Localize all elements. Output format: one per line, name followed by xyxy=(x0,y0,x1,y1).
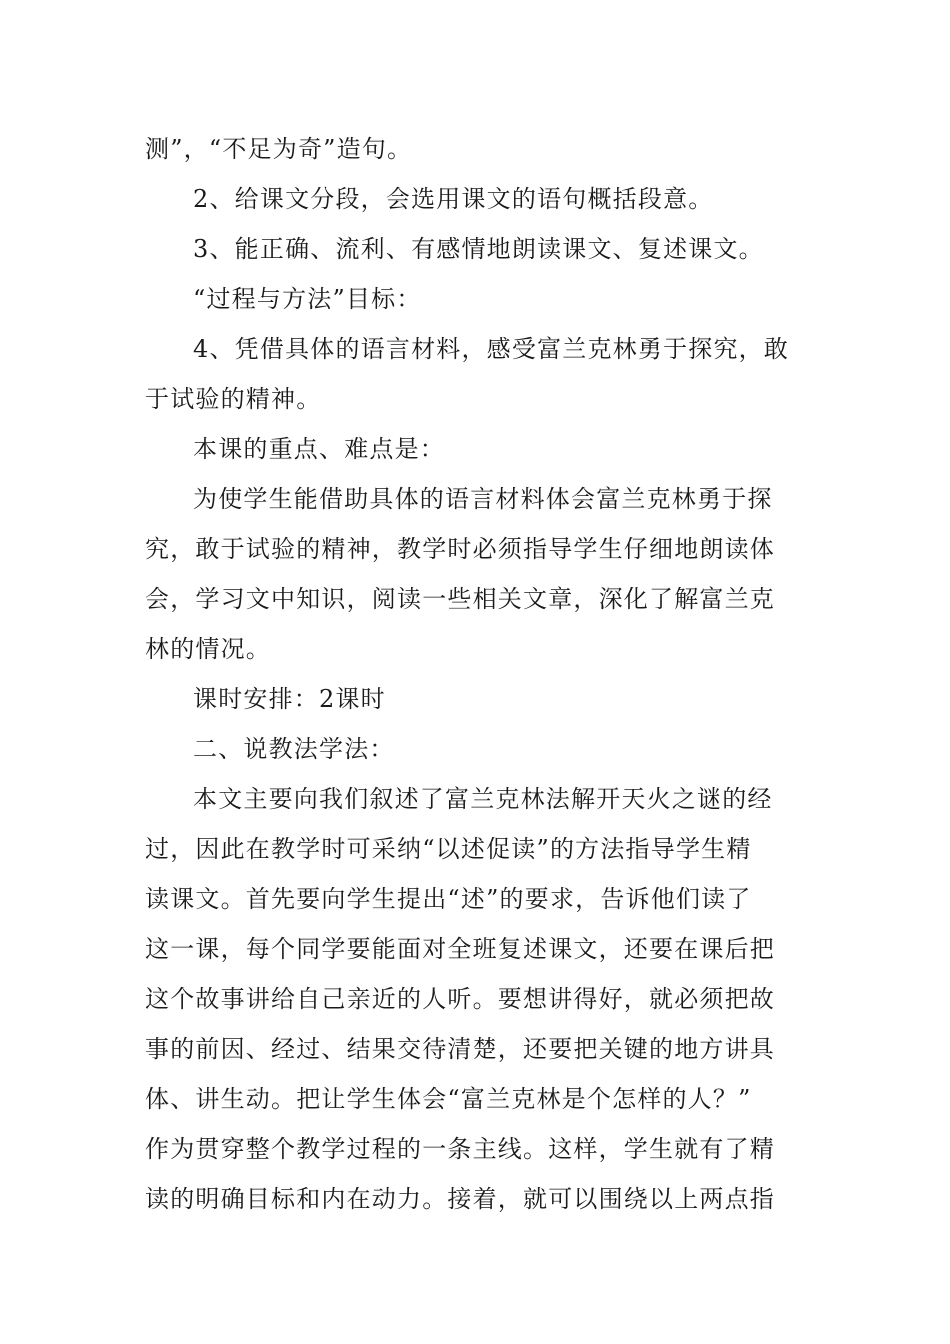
text-line: 读课文。首先要向学生提出“述”的要求，告诉他们读了 xyxy=(145,885,752,913)
text-line: 3、能正确、流利、有感情地朗读课文、复述课文。 xyxy=(193,235,764,263)
text-line: 读的明确目标和内在动力。接着，就可以围绕以上两点指 xyxy=(145,1185,775,1213)
text-line: 测”，“不足为奇”造句。 xyxy=(145,135,413,163)
text-line: 课时安排：2课时 xyxy=(193,685,386,713)
text-line: 作为贯穿整个教学过程的一条主线。这样，学生就有了精 xyxy=(145,1135,775,1163)
text-line: “过程与方法”目标： xyxy=(193,285,422,313)
text-line: 林的情况。 xyxy=(145,635,271,663)
text-line: 2、给课文分段，会选用课文的语句概括段意。 xyxy=(193,185,714,213)
text-line: 体、讲生动。把让学生体会“富兰克林是个怎样的人？” xyxy=(145,1085,752,1113)
text-line: 二、说教法学法： xyxy=(193,735,395,763)
text-line: 会，学习文中知识，阅读一些相关文章，深化了解富兰克 xyxy=(145,585,775,613)
text-line: 过，因此在教学时可采纳“以述促读”的方法指导学生精 xyxy=(145,835,752,863)
text-line: 这个故事讲给自己亲近的人听。要想讲得好，就必须把故 xyxy=(145,985,775,1013)
text-line: 于试验的精神。 xyxy=(145,385,322,413)
text-line: 4、凭借具体的语言材料，感受富兰克林勇于探究，敢 xyxy=(193,335,790,363)
text-line: 事的前因、经过、结果交待清楚，还要把关键的地方讲具 xyxy=(145,1035,775,1063)
text-line: 究，敢于试验的精神，教学时必须指导学生仔细地朗读体 xyxy=(145,535,775,563)
text-line: 本课的重点、难点是： xyxy=(193,435,445,463)
text-line: 这一课，每个同学要能面对全班复述课文，还要在课后把 xyxy=(145,935,775,963)
text-line: 本文主要向我们叙述了富兰克林法解开天火之谜的经 xyxy=(193,785,773,813)
document-body xyxy=(145,124,811,1224)
text-line: 为使学生能借助具体的语言材料体会富兰克林勇于探 xyxy=(193,485,773,513)
